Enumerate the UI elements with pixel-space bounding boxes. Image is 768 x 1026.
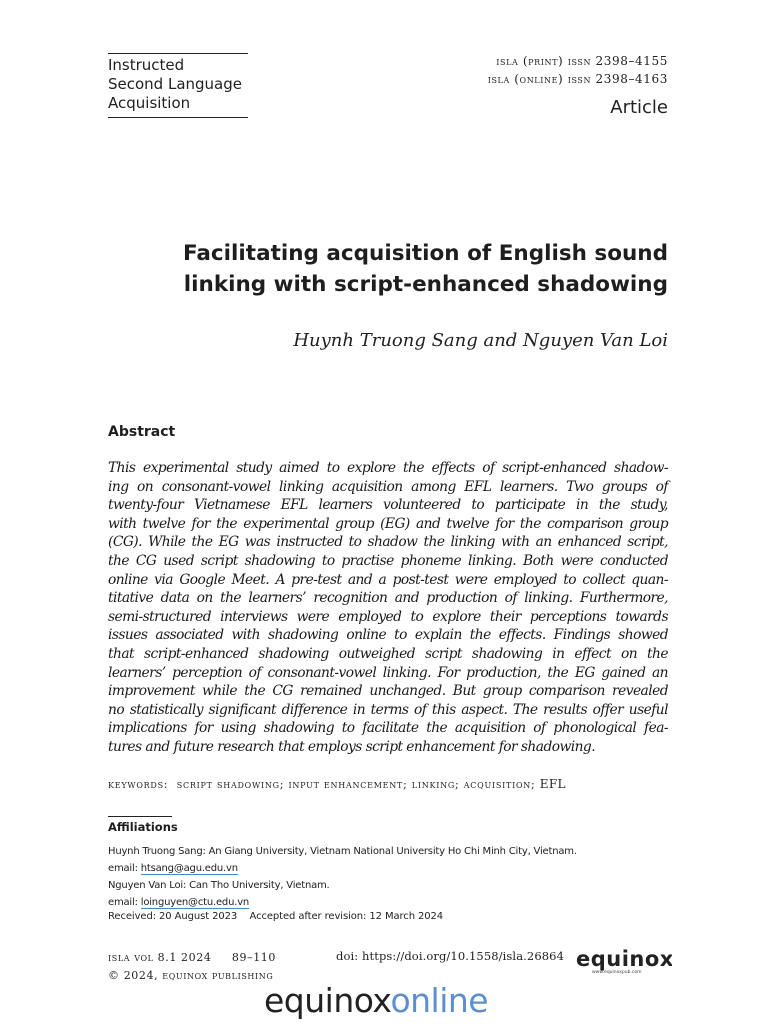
title-line: Facilitating acquisition of English sound [183,241,668,266]
equinoxonline-logo-icon [264,980,514,1022]
logo-big-text [264,981,488,1020]
journal-name [108,56,268,113]
affiliation-1: Huynh Truong Sang: An Giang University, Vietnam National University Ho Chi Minh City, Vietnam. [108,846,577,857]
footer-volume: isla vol 8.1 2024 [108,951,212,964]
logo-big-part-a: equinox [264,981,391,1020]
abstract-line: titative data on the learners’ recognition and production of linking. Furthermore, [108,590,668,607]
journal-name-line: Instructed [108,56,185,74]
footer-pages: 89–110 [231,951,276,964]
issn-block [488,52,668,88]
issn-print: isla (print) issn 2398–4155 [496,54,668,68]
journal-rule-top [108,53,248,54]
abstract-line: that script-enhanced shadowing outweighed script shadowing in effect on the [108,645,668,662]
email-link-1[interactable]: htsang@agu.edu.vn [140,863,238,874]
article-title [148,238,668,300]
abstract-line: semi-structured interviews were employed to explore their perceptions towards [108,608,668,625]
logo-big-part-b: online [390,981,489,1020]
authors: Huynh Truong Sang and Nguyen Van Loi [293,330,668,351]
keywords-list: script shadowing; input enhancement; linking; acquisition; [176,778,536,791]
equinox-logo-small-icon [576,946,672,974]
abstract-line: improvement while the CG remained unchanged. But group comparison revealed [108,683,668,700]
affiliations-heading: Affiliations [108,820,178,834]
abstract-line: issues associated with shadowing online to explain the effects. Findings showed [108,627,668,644]
equinox-logo-small [576,946,672,978]
issn-online: isla (online) issn 2398–4163 [487,72,668,86]
email-link-2[interactable]: loinguyen@ctu.edu.vn [140,897,250,908]
email-row-2 [108,894,577,911]
abstract-line: online via Google Meet. A pre-test and a post-test were employed to collect quan- [108,571,668,588]
abstract-line: with twelve for the experimental group (EG) and twelve for the comparison group [108,515,668,532]
keywords [108,777,668,791]
abstract-heading: Abstract [108,424,176,440]
abstract-line: no statistically significant difference in terms of this aspect. The results offer useful [108,701,668,718]
affiliations-rule [108,816,172,817]
logo-small-subtext: www.equinoxpub.com [592,970,642,974]
accepted-date: Accepted after revision: 12 March 2024 [249,911,444,922]
abstract-line: implications for using shadowing to facilitate the acquisition of phonological fea- [108,720,668,737]
equinoxonline-logo [264,980,514,1026]
email-label: email: [108,897,138,908]
affiliations [108,843,577,911]
abstract-line: (CG). While the EG was instructed to shadow the linking with an enhanced script, [108,534,668,551]
keyword-efl: EFL [539,777,566,791]
journal-rule-bottom [108,117,248,118]
abstract-line: This experimental study aimed to explore the effects of script-enhanced shadow- [108,460,668,476]
footer-volume-row [108,949,276,967]
abstract-line: twenty-four Vietnamese EFL learners volunteered to participate in the study, [108,497,668,514]
dates [108,911,443,922]
journal-name-line: Acquisition [108,94,191,112]
abstract-line: the CG used script shadowing to practise phoneme linking. Both were conducted [108,552,668,569]
email-row-1 [108,860,577,877]
abstract-line: ing on consonant-vowel linking acquisition among EFL learners. Two groups of [108,478,668,495]
title-line: linking with script-enhanced shadowing [183,272,668,297]
keywords-label: keywords: [108,778,169,791]
footer-citation [108,949,276,985]
abstract-line: tures and future research that employs script enhancement for shadowing. [108,738,596,755]
email-label: email: [108,863,138,874]
article-type: Article [610,97,668,118]
abstract-body [108,459,668,757]
doi-link[interactable]: doi: https://doi.org/10.1558/isla.26864 [336,949,564,963]
footer-copyright: © 2024, equinox publishing [108,969,274,982]
received-date: Received: 20 August 2023 [108,911,238,922]
abstract-line: learners’ perception of consonant-vowel linking. For production, the EG gained an [108,664,668,681]
affiliation-2: Nguyen Van Loi: Can Tho University, Vietnam. [108,880,330,891]
logo-small-text: equinox [576,947,672,971]
journal-name-line: Second Language [108,75,242,93]
